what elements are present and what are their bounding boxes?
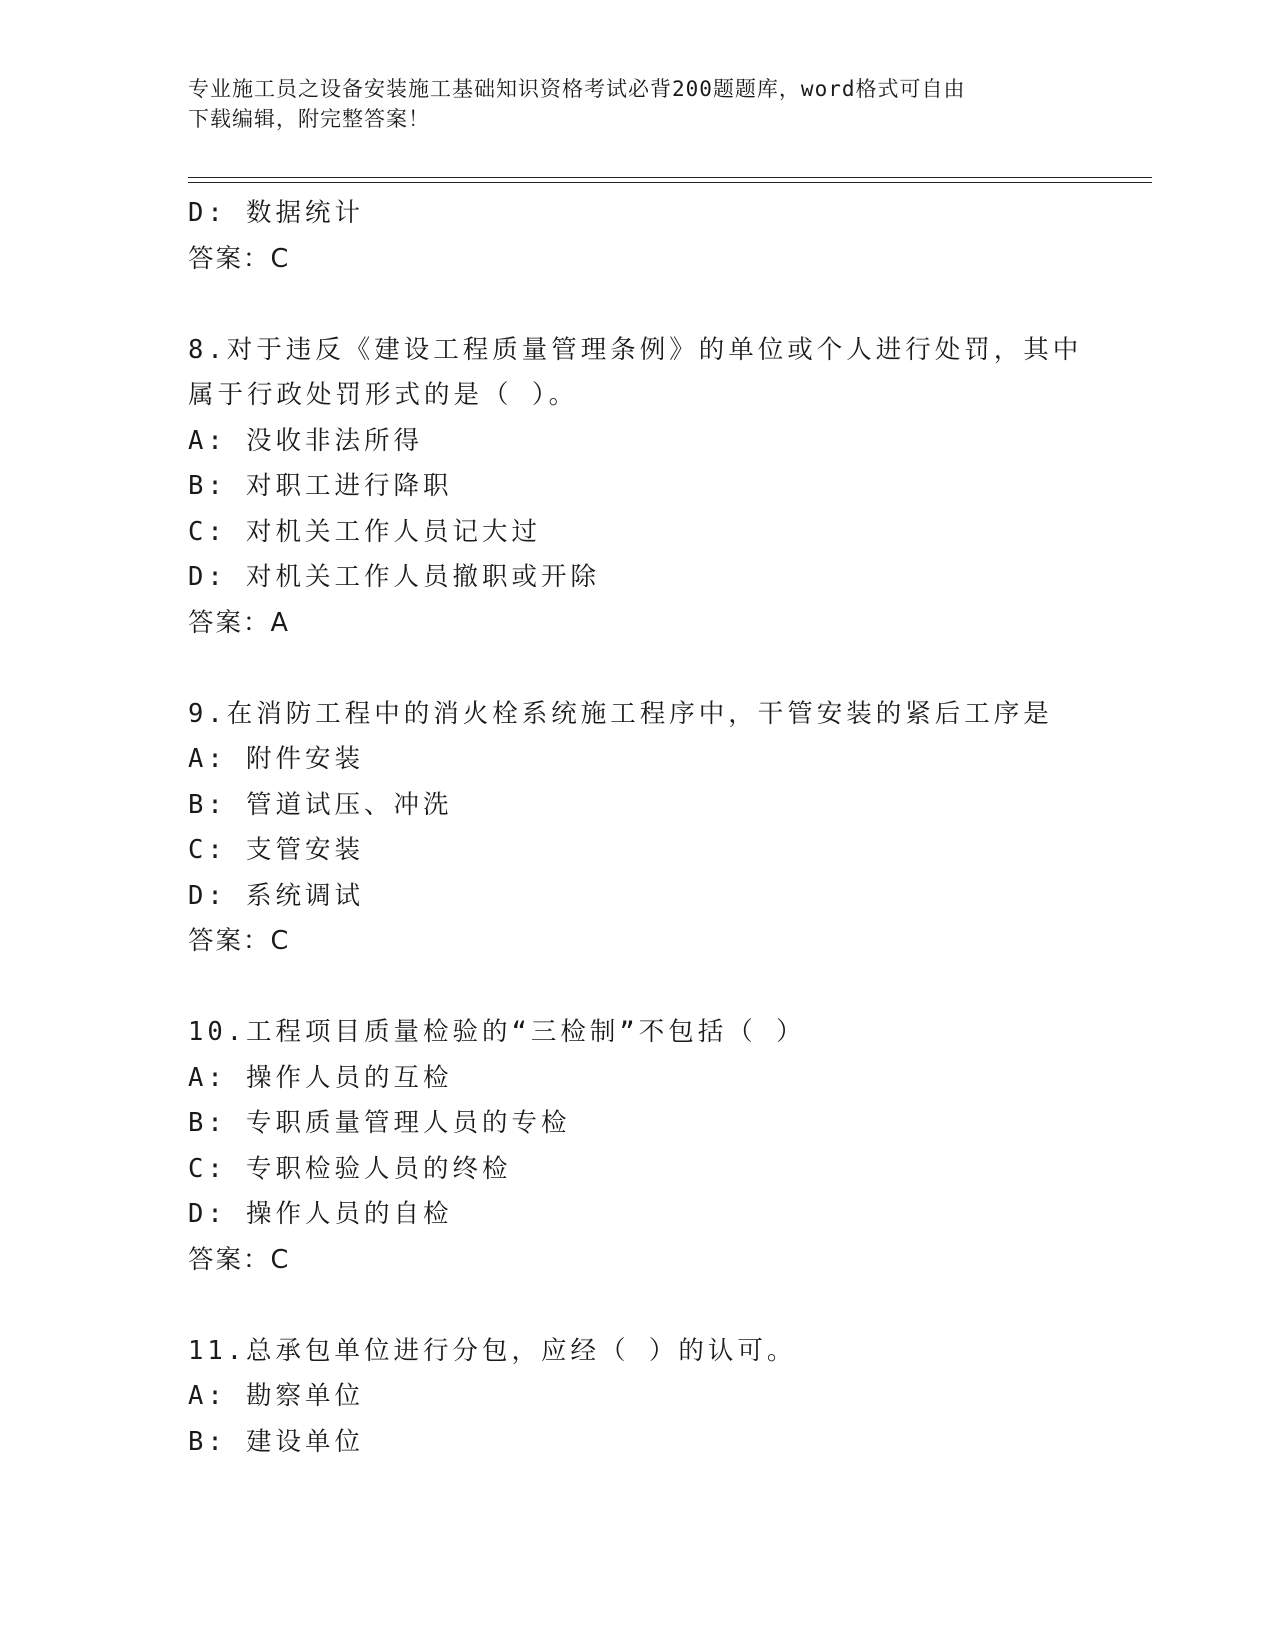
question-9 — [188, 692, 1088, 965]
option-a: A: 没收非法所得 — [188, 425, 424, 456]
option-b: B: 建设单位 — [188, 1426, 365, 1457]
option-a: A: 附件安装 — [188, 744, 365, 774]
header-line-1: 专业施工员之设备安装施工基础知识资格考试必背200题题库，word格式可自由 — [188, 77, 966, 101]
option-d: D: 系统调试 — [188, 880, 365, 911]
spacer — [188, 646, 1088, 692]
answer-line: 答案：A — [188, 607, 290, 638]
document-header — [188, 74, 1088, 134]
question-stem: 11.总承包单位进行分包，应经（ ）的认可。 — [188, 1335, 797, 1366]
answer-line: 答案：C — [188, 243, 291, 274]
question-stem: 9.在消防工程中的消火栓系统施工程序中，干管安装的紧后工序是 — [188, 698, 1053, 729]
option-b: B: 管道试压、冲洗 — [188, 789, 453, 820]
option-c: C: 对机关工作人员记大过 — [188, 516, 542, 547]
header-divider-bottom — [188, 182, 1152, 183]
spacer — [188, 282, 1088, 328]
question-stem: 属于行政处罚形式的是（ ）。 — [188, 380, 579, 410]
answer-line: 答案：C — [188, 926, 291, 956]
spacer — [188, 1283, 1088, 1329]
option-a: A: 操作人员的互检 — [188, 1062, 453, 1093]
option-d: D: 数据统计 — [188, 198, 365, 228]
header-divider-top — [188, 177, 1152, 178]
question-8 — [188, 328, 1088, 647]
option-b: B: 对职工进行降职 — [188, 471, 453, 501]
question-11 — [188, 1329, 1088, 1466]
option-a: A: 勘察单位 — [188, 1381, 365, 1411]
question-stem: 8.对于违反《建设工程质量管理条例》的单位或个人进行处罚，其中 — [188, 334, 1083, 365]
option-b: B: 专职质量管理人员的专检 — [188, 1108, 571, 1138]
option-d: D: 操作人员的自检 — [188, 1199, 453, 1229]
header-line-2: 下载编辑，附完整答案！ — [188, 107, 430, 131]
option-c: C: 专职检验人员的终检 — [188, 1153, 512, 1184]
answer-line: 答案：C — [188, 1244, 291, 1275]
question-stem: 10.工程项目质量检验的“三检制”不包括（ ） — [188, 1017, 806, 1047]
option-c: C: 支管安装 — [188, 835, 365, 865]
spacer — [188, 965, 1088, 1011]
option-d: D: 对机关工作人员撤职或开除 — [188, 562, 601, 592]
question-list — [188, 191, 1088, 1465]
question-7-continued — [188, 191, 1088, 282]
question-10 — [188, 1010, 1088, 1283]
